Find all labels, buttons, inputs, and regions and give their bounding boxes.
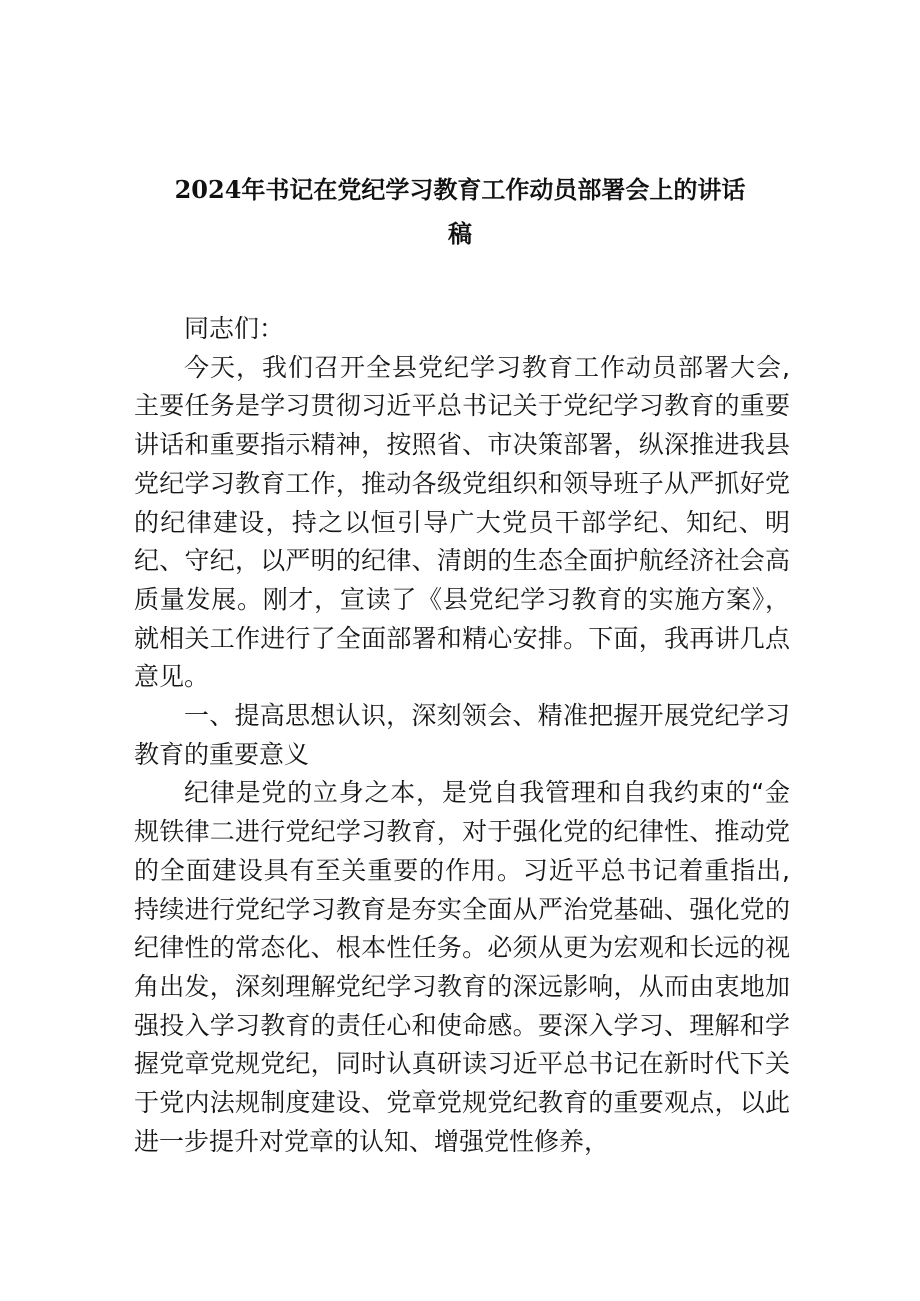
title-line-1: 2024年书记在党纪学习教育工作动员部署会上的讲话 xyxy=(174,175,746,204)
title-line-2: 稿 xyxy=(448,219,472,248)
document-title xyxy=(130,168,790,256)
section-heading-1: 一、提高思想认识，深刻领会、精准把握开展党纪学习教育的重要意义 xyxy=(134,701,790,769)
document-body xyxy=(134,310,790,1161)
intro-paragraph: 今天，我们召开全县党纪学习教育工作动员部署大会,主要任务是学习贯彻习近平总书记关于党纪学习教育的重要讲话和重要指示精神，按照省、市决策部署，纵深推进我县党纪学习教育工作，推动各级党组织和领导班子从严抓好党的纪律建设，持之以恒引导广大党员干部学纪、知纪、明纪、守纪，以严明的纪律、清朗的生态全面护航经济社会高质量发展。刚才，宣读了《县党纪学习教育的实施方案》，就相关工作进行了全面部署和精心安排。下面，我再讲几点意见。 xyxy=(134,352,790,692)
salutation: 同志们： xyxy=(184,314,285,343)
body-paragraph: 纪律是党的立身之本，是党自我管理和自我约束的“金规铁律二进行党纪学习教育，对于强化党的纪律性、推动党的全面建设具有至关重要的作用。习近平总书记着重指出,持续进行党纪学习教育是夯实全面从严治党基础、强化党的纪律性的常态化、根本性任务。必须从更为宏观和长远的视角出发，深刻理解党纪学习教育的深远影响，从而由衷地加强投入学习教育的责任心和使命感。要深入学习、理解和学握党章党规党纪，同时认真研读习近平总书记在新时代下关于党内法规制度建设、党章党规党纪教育的重要观点，以此进一步提升对党章的认知、增强党性修养， xyxy=(134,778,790,1156)
